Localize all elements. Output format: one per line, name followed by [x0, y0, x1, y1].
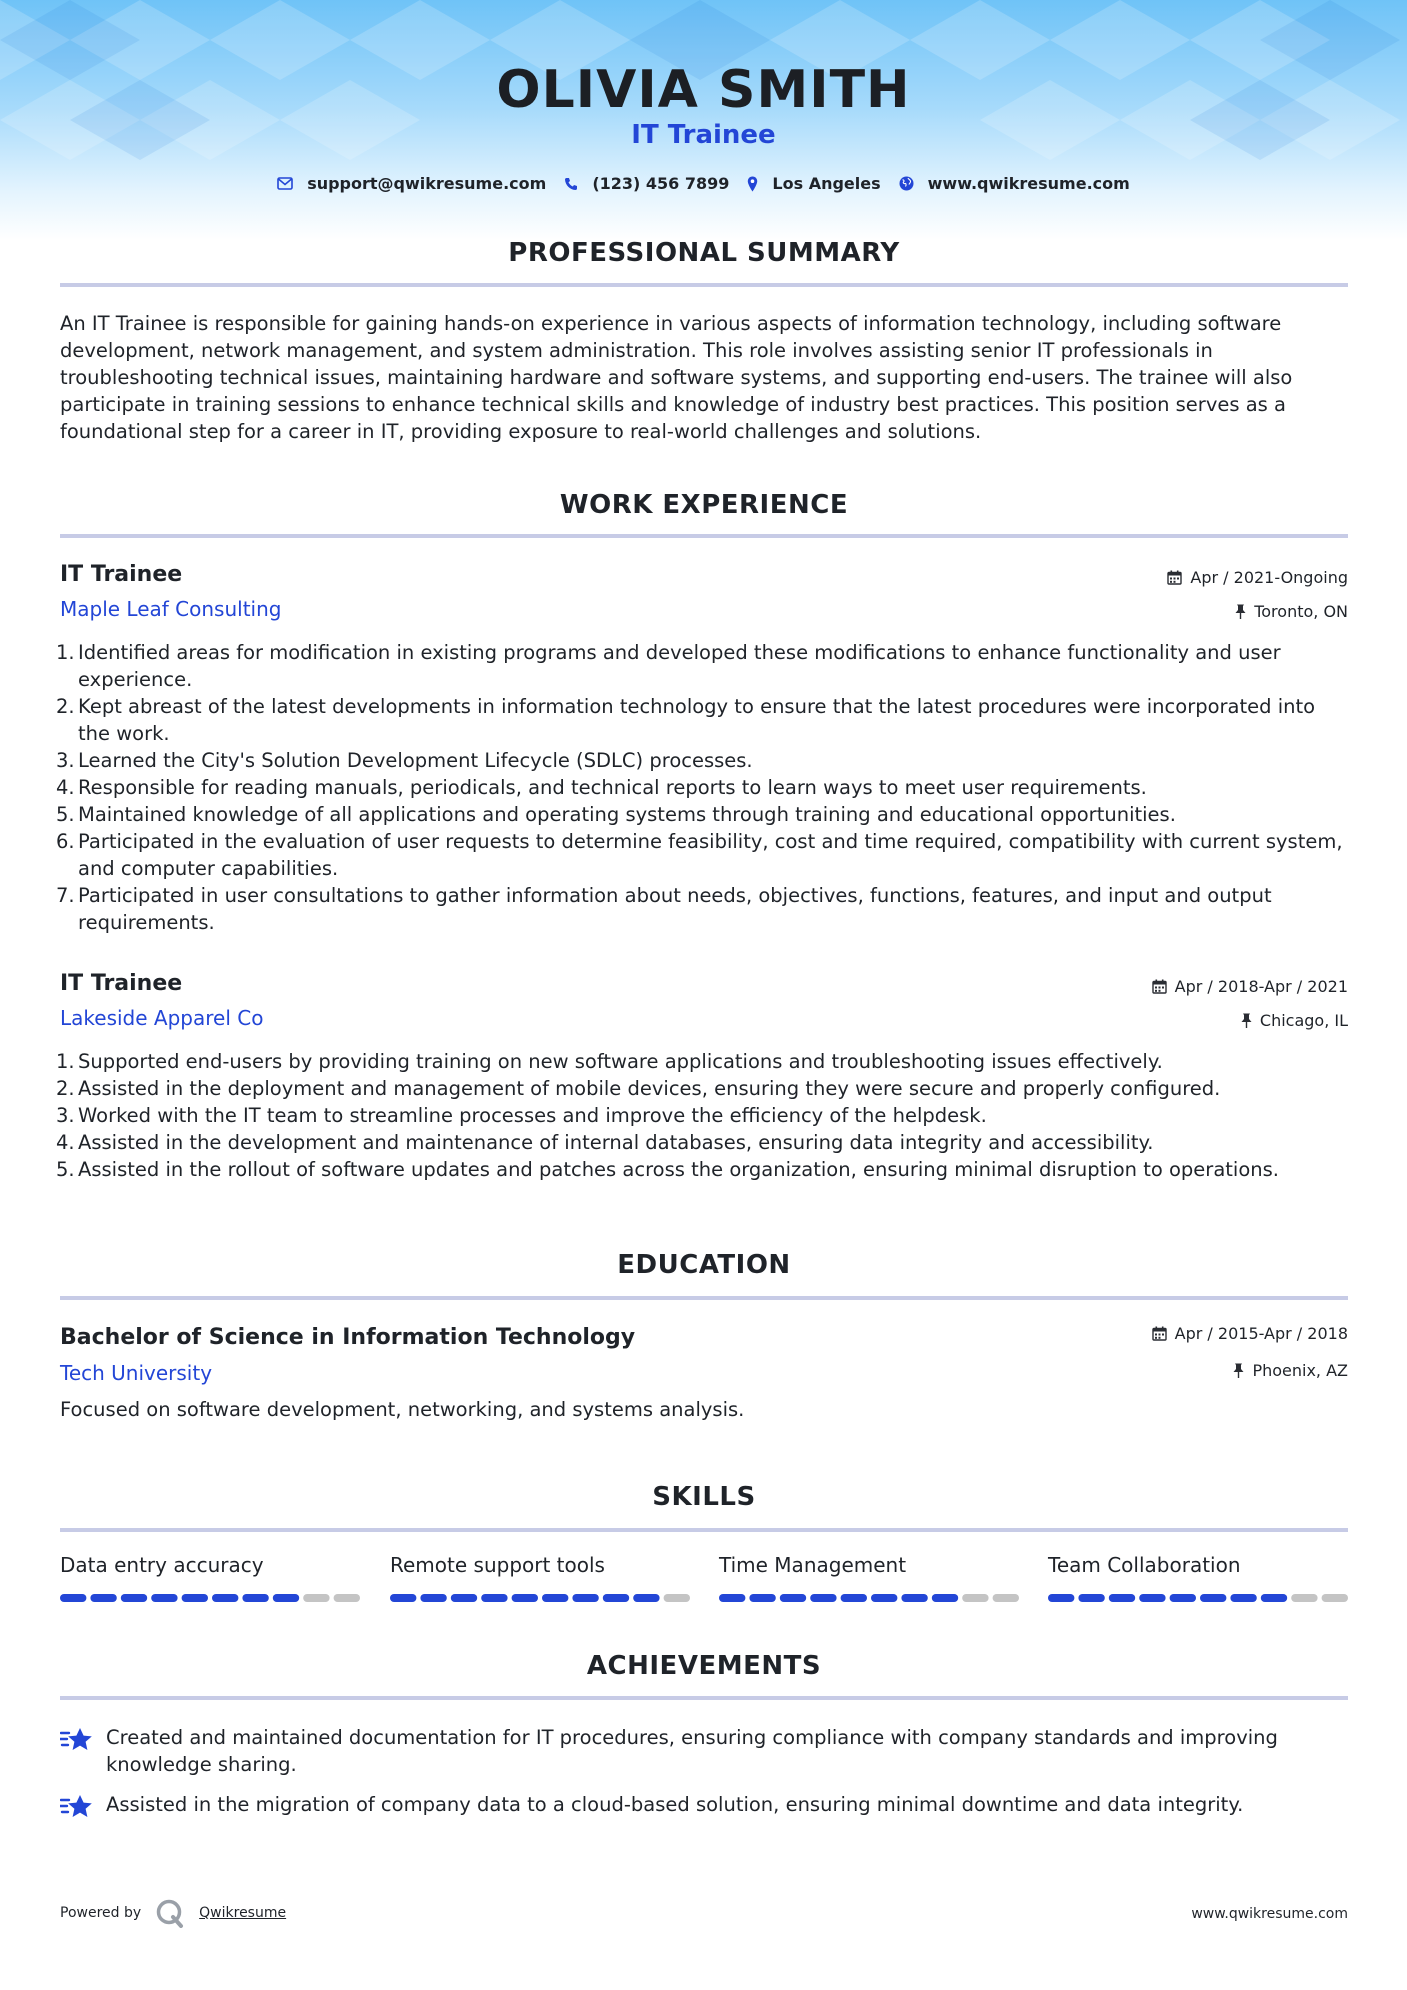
skill-segment-filled — [1109, 1594, 1135, 1602]
skill-segment-filled — [212, 1594, 238, 1602]
list-item: 3. Learned the City's Solution Development Lifecycle (SDLC) processes. — [56, 749, 753, 772]
job-dates — [1152, 977, 1348, 996]
candidate-name: OLIVIA SMITH — [496, 60, 911, 120]
school-name: Tech University — [60, 1361, 213, 1385]
skill-segment-filled — [390, 1594, 416, 1602]
phone-icon — [564, 177, 578, 191]
education-location-text: Phoenix, AZ — [1252, 1361, 1348, 1380]
achievements-section-title: ACHIEVEMENTS — [586, 1651, 822, 1681]
skill-segment-filled — [151, 1594, 177, 1602]
skill-segment-filled — [121, 1594, 147, 1602]
skill-item — [390, 1553, 690, 1603]
skill-segment-filled — [90, 1594, 116, 1602]
list-item: 2. Assisted in the deployment and management of mobile devices, ensuring they were secure and properly configured. — [56, 1077, 1221, 1100]
skill-segment-filled — [932, 1594, 958, 1602]
achievements-divider — [60, 1696, 1348, 1700]
calendar-icon — [1152, 979, 1167, 994]
skill-segment-filled — [1200, 1594, 1226, 1602]
list-item: 7. Participated in user consultations to gather information about needs, objectives, functions, features, and input and output requirements. — [56, 884, 1272, 934]
education-location — [1233, 1361, 1348, 1380]
list-item: 4. Assisted in the development and maintenance of internal databases, ensuring data integrity and accessibility. — [56, 1131, 1154, 1154]
contact-website[interactable] — [899, 174, 1130, 193]
footer-website[interactable]: www.qwikresume.com — [1191, 1906, 1348, 1922]
skill-segment-empty — [1291, 1594, 1317, 1602]
skill-segment-filled — [749, 1594, 775, 1602]
skill-segment-filled — [1048, 1594, 1074, 1602]
skill-segment-filled — [810, 1594, 836, 1602]
skill-segment-filled — [420, 1594, 446, 1602]
education-divider — [60, 1296, 1348, 1300]
skill-item — [60, 1553, 360, 1603]
achievement-text: Created and maintained documentation for IT procedures, ensuring compliance with company standards and improving knowledge sharing. — [106, 1726, 1278, 1776]
brand-link[interactable]: Qwikresume — [199, 1905, 287, 1921]
skill-segment-filled — [871, 1594, 897, 1602]
map-pin-icon — [747, 176, 758, 192]
skill-name: Time Management — [719, 1553, 907, 1577]
job-location — [1241, 1011, 1348, 1030]
list-item: 5. Assisted in the rollout of software updates and patches across the organization, ensuring minimal disruption to operations. — [56, 1158, 1279, 1181]
contact-location — [747, 174, 880, 193]
skill-segment-filled — [182, 1594, 208, 1602]
company-name: Lakeside Apparel Co — [60, 1006, 264, 1030]
achievement-text: Assisted in the migration of company data to a cloud-based solution, ensuring minimal downtime and data integrity. — [106, 1793, 1244, 1816]
globe-icon — [899, 176, 914, 191]
skill-segment-filled — [901, 1594, 927, 1602]
skill-level-bar — [390, 1593, 690, 1603]
skills-section-title: SKILLS — [652, 1482, 756, 1512]
job-title: IT Trainee — [60, 971, 183, 996]
website-text: www.qwikresume.com — [927, 174, 1130, 193]
star-icon — [60, 1724, 94, 1778]
list-item: 1. Supported end-users by providing training on new software applications and troubleshooting issues effectively. — [56, 1050, 1163, 1073]
list-item: 6. Participated in the evaluation of user requests to determine feasibility, cost and time required, compatibility with current system, and computer capabilities. — [56, 830, 1343, 880]
education-description: Focused on software development, networking, and systems analysis. — [60, 1398, 745, 1421]
skill-segment-filled — [542, 1594, 568, 1602]
experience-section-title: WORK EXPERIENCE — [559, 490, 849, 520]
job-title: IT Trainee — [60, 562, 183, 587]
skill-level-bar — [719, 1593, 1019, 1603]
skill-segment-filled — [780, 1594, 806, 1602]
education-dates — [1152, 1324, 1348, 1343]
skills-divider — [60, 1528, 1348, 1532]
skill-segment-filled — [273, 1594, 299, 1602]
job-location-text: Toronto, ON — [1254, 602, 1348, 621]
skill-level-bar — [1048, 1593, 1348, 1603]
degree-title: Bachelor of Science in Information Technology — [60, 1325, 636, 1350]
summary-text: An IT Trainee is responsible for gaining hands-on experience in various aspects of information technology, including software development, network management, and system administration. This role involves assisting senior IT professionals in troubleshooting technical issues, maintaining hardware and software systems, and supporting end-users. The trainee will also participate in training sessions to enhance technical skills and knowledge of industry best practices. This position serves as a foundational step for a career in IT, providing exposure to real-world challenges and solutions. — [60, 312, 1293, 443]
summary-divider — [60, 283, 1348, 287]
skill-segment-filled — [481, 1594, 507, 1602]
skill-segment-filled — [242, 1594, 268, 1602]
job-location-text: Chicago, IL — [1259, 1011, 1348, 1030]
achievement-item — [60, 1791, 1348, 1827]
job-location — [1235, 602, 1348, 621]
job-duties-list — [56, 1048, 1348, 1183]
skill-segment-filled — [603, 1594, 629, 1602]
powered-by-label: Powered by — [60, 1905, 142, 1921]
job-dates — [1167, 568, 1348, 587]
job-dates-text: Apr / 2018-Apr / 2021 — [1174, 977, 1348, 996]
contact-bar — [0, 174, 1407, 193]
skill-segment-filled — [1078, 1594, 1104, 1602]
company-name: Maple Leaf Consulting — [60, 597, 282, 621]
experience-divider — [60, 534, 1348, 538]
skill-segment-empty — [1322, 1594, 1348, 1602]
skill-segment-filled — [1170, 1594, 1196, 1602]
location-text: Los Angeles — [772, 174, 881, 193]
envelope-icon — [277, 177, 293, 190]
job-dates-text: Apr / 2021-Ongoing — [1190, 568, 1348, 587]
list-item: 1. Identified areas for modification in existing programs and developed these modifications to enhance functionality and user experience. — [56, 641, 1281, 691]
pushpin-icon — [1233, 1363, 1244, 1378]
skill-item — [1048, 1553, 1348, 1603]
calendar-icon — [1152, 1326, 1167, 1341]
skill-item — [719, 1553, 1019, 1603]
job-duties-list — [56, 639, 1348, 936]
skill-name: Data entry accuracy — [60, 1553, 264, 1577]
skill-segment-filled — [512, 1594, 538, 1602]
skill-name: Team Collaboration — [1048, 1553, 1241, 1577]
pushpin-icon — [1241, 1013, 1252, 1028]
skill-segment-filled — [60, 1594, 86, 1602]
education-section-title: EDUCATION — [617, 1250, 791, 1280]
pushpin-icon — [1235, 604, 1246, 619]
qwikresume-logo-icon — [155, 1898, 185, 1928]
skill-segment-filled — [1139, 1594, 1165, 1602]
contact-phone[interactable] — [564, 174, 729, 193]
contact-email[interactable] — [277, 174, 546, 193]
skill-segment-filled — [633, 1594, 659, 1602]
star-icon — [60, 1791, 94, 1827]
skill-segment-filled — [719, 1594, 745, 1602]
list-item: 2. Kept abreast of the latest developments in information technology to ensure that the latest procedures were incorporated into the work. — [56, 695, 1316, 745]
summary-section-title: PROFESSIONAL SUMMARY — [508, 238, 900, 268]
email-text: support@qwikresume.com — [307, 174, 547, 193]
education-dates-text: Apr / 2015-Apr / 2018 — [1174, 1324, 1348, 1343]
skill-segment-filled — [572, 1594, 598, 1602]
skill-segment-filled — [1261, 1594, 1287, 1602]
skill-segment-empty — [303, 1594, 329, 1602]
candidate-role: IT Trainee — [631, 120, 776, 150]
skill-segment-empty — [664, 1594, 690, 1602]
list-item: 3. Worked with the IT team to streamline processes and improve the efficiency of the helpdesk. — [56, 1104, 987, 1127]
skill-segment-empty — [962, 1594, 988, 1602]
phone-text: (123) 456 7899 — [592, 174, 730, 193]
skill-segment-filled — [451, 1594, 477, 1602]
list-item: 5. Maintained knowledge of all applications and operating systems through training and educational opportunities. — [56, 803, 1176, 826]
footer-powered-by — [60, 1898, 286, 1928]
skill-level-bar — [60, 1593, 360, 1603]
skill-segment-empty — [334, 1594, 360, 1602]
skill-segment-empty — [993, 1594, 1019, 1602]
achievement-item — [60, 1724, 1348, 1778]
skill-name: Remote support tools — [390, 1553, 605, 1577]
skill-segment-filled — [841, 1594, 867, 1602]
skill-segment-filled — [1230, 1594, 1256, 1602]
list-item: 4. Responsible for reading manuals, periodicals, and technical reports to learn ways to meet user requirements. — [56, 776, 1147, 799]
calendar-icon — [1167, 570, 1182, 585]
